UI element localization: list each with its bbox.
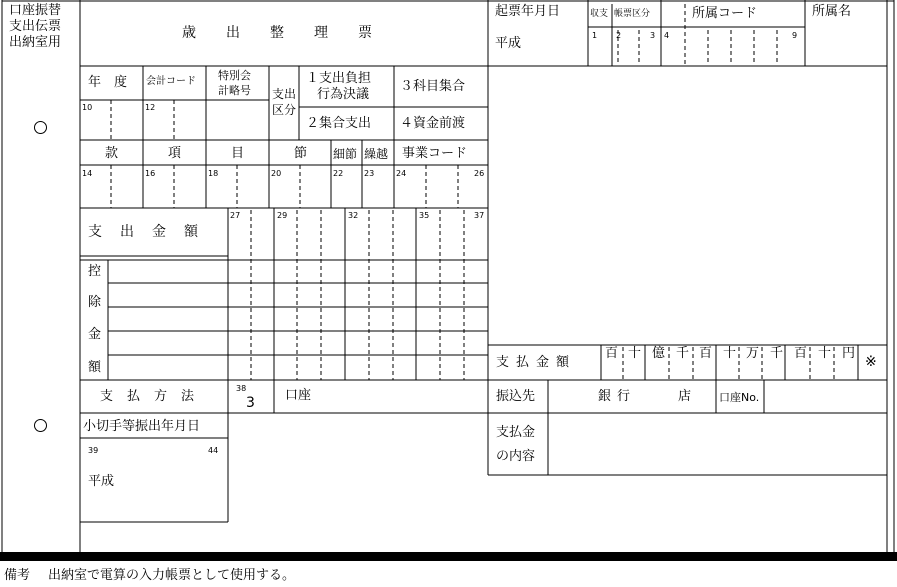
field-num: 20 <box>271 169 282 178</box>
field-num: 16 <box>145 169 156 178</box>
project-code-label: 事業コード <box>402 146 468 161</box>
option-1-line2: 行為決議 <box>317 87 370 102</box>
option-3: ３科目集合 <box>400 79 466 94</box>
deduction-char: 額 <box>88 360 102 375</box>
deduction-char: 控 <box>88 264 102 279</box>
field-num: 29 <box>277 211 288 220</box>
field-num: 2 <box>616 31 622 40</box>
expense-amount-label: 支出金額 <box>88 224 216 240</box>
unit-label: 千 <box>770 346 784 361</box>
kurikoshi-label: 繰越 <box>364 147 389 161</box>
option-4: ４資金前渡 <box>400 116 466 131</box>
field-num: 24 <box>396 169 407 178</box>
account-label: 口座 <box>285 388 312 403</box>
unit-label: 十 <box>818 346 832 361</box>
special-account-line1: 特別会 <box>218 69 251 82</box>
saisetsu-label: 細節 <box>333 147 358 161</box>
left-label-line2: 支出伝票 <box>9 19 62 34</box>
unit-label: 十 <box>723 346 737 361</box>
left-label-line1: 口座振替 <box>9 3 62 18</box>
payment-method-value: 3 <box>246 395 255 411</box>
remarks-text: 出納室で電算の入力帳票として使用する。 <box>48 568 296 583</box>
unit-label: 十 <box>628 346 642 361</box>
field-num: 35 <box>419 211 430 220</box>
field-num: 26 <box>474 169 485 178</box>
receipt-type-label: 収支 <box>590 9 609 19</box>
option-2: ２集合支出 <box>306 116 372 131</box>
account-no-label: 口座No. <box>719 391 760 404</box>
punch-hole-circle-bottom <box>34 419 47 432</box>
unit-label: 百 <box>605 346 619 361</box>
field-num: 27 <box>230 211 241 220</box>
form-title: 歳出整理票 <box>182 25 402 41</box>
unit-label: 千 <box>676 346 690 361</box>
branch-label: 店 <box>678 389 692 404</box>
field-num: 23 <box>364 169 375 178</box>
unit-label: 円 <box>842 346 856 361</box>
check-era: 平成 <box>88 474 115 489</box>
option-1-line1: １支出負担 <box>306 71 372 86</box>
field-num: 1 <box>592 31 598 40</box>
account-code-label: 会計コード <box>146 76 196 87</box>
kou-label: 項 <box>168 146 182 161</box>
setsu-label: 節 <box>294 146 308 161</box>
ledger-type-label: 帳票区分 <box>614 9 651 19</box>
field-num: 3 <box>650 31 656 40</box>
remarks-label: 備考 <box>4 568 31 583</box>
kan-label: 款 <box>105 146 119 161</box>
field-num: 9 <box>792 31 798 40</box>
issue-era: 平成 <box>495 36 522 51</box>
expense-type-line1: 支出 <box>272 87 297 101</box>
payment-content-line1: 支払金 <box>496 425 536 440</box>
issue-date-label: 起票年月日 <box>495 4 561 19</box>
field-num: 14 <box>82 169 93 178</box>
deduction-char: 金 <box>88 327 102 342</box>
bank-label: 銀行 <box>598 389 637 404</box>
payment-content-line2: の内容 <box>496 449 536 464</box>
field-num: 32 <box>348 211 359 220</box>
punch-hole-circle-top <box>34 121 47 134</box>
payment-amount-label: 支払金額 <box>496 355 577 370</box>
expense-type-line2: 区分 <box>272 103 297 117</box>
field-num: 10 <box>82 103 93 112</box>
field-num: 4 <box>664 31 670 40</box>
moku-label: 目 <box>231 146 245 161</box>
check-date-label: 小切手等振出年月日 <box>83 419 201 434</box>
left-label-line3: 出納室用 <box>9 35 62 50</box>
field-num: 18 <box>208 169 219 178</box>
unit-label: 万 <box>746 346 760 361</box>
note-mark: ※ <box>865 354 877 370</box>
field-num: 12 <box>145 103 156 112</box>
dept-code-label: 所属コード <box>692 6 758 21</box>
unit-label: 百 <box>699 346 713 361</box>
payment-method-label: 支払方法 <box>100 389 209 404</box>
field-num: 38 <box>236 384 247 393</box>
field-num: 22 <box>333 169 344 178</box>
fiscal-year-label: 年 度 <box>88 75 128 90</box>
unit-label: 百 <box>794 346 808 361</box>
field-num: 44 <box>208 446 219 455</box>
field-num: 39 <box>88 446 99 455</box>
dept-name-label: 所属名 <box>812 4 852 19</box>
special-account-line2: 計略号 <box>218 84 251 97</box>
transfer-dest-label: 振込先 <box>496 389 536 404</box>
field-num: 37 <box>474 211 485 220</box>
deduction-char: 除 <box>88 295 102 310</box>
unit-label: 億 <box>652 346 666 361</box>
